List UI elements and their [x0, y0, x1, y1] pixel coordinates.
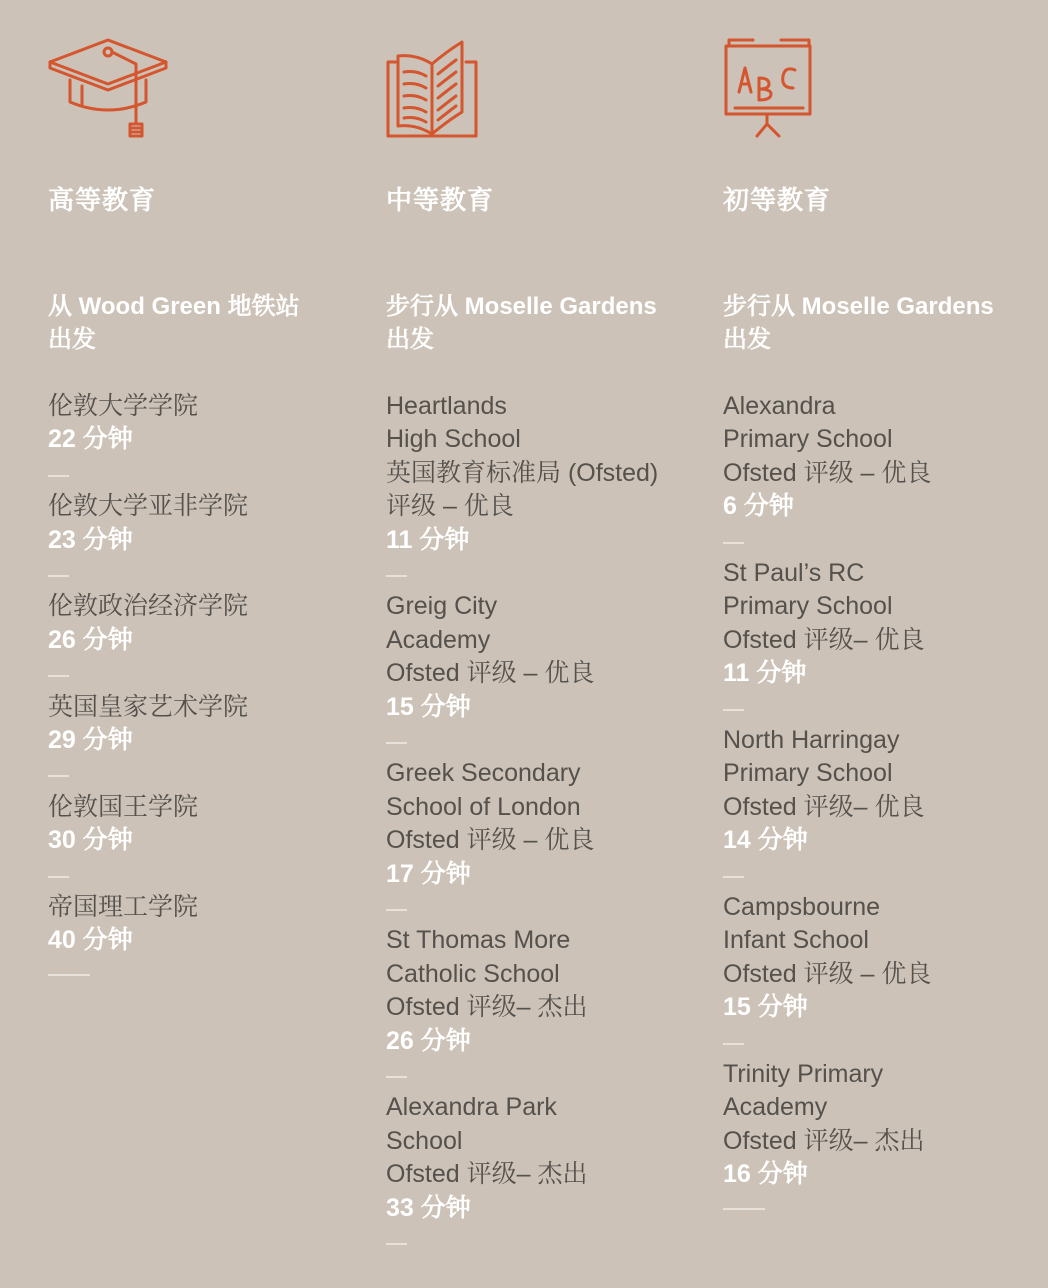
- school-name: Greek Secondary: [386, 759, 581, 788]
- divider: [386, 1058, 658, 1091]
- travel-time: 40 分钟: [48, 926, 133, 955]
- subheading-line: 从 Wood Green 地铁站: [48, 293, 300, 320]
- travel-time: 11 分钟: [723, 659, 807, 688]
- school-name: Primary School: [723, 592, 893, 621]
- travel-time: 22 分钟: [48, 425, 133, 454]
- list-item: [723, 557, 931, 691]
- rating: Ofsted 评级– 杰出: [386, 1160, 588, 1189]
- school-name: 伦敦大学学院: [48, 392, 199, 420]
- divider: [48, 858, 248, 891]
- rating-value: 评级 – 优良: [386, 492, 514, 521]
- graduation-cap-icon: [48, 38, 168, 143]
- divider: [723, 691, 931, 724]
- school-name: Catholic School: [386, 959, 560, 988]
- school-list: [48, 390, 248, 991]
- travel-time: 33 分钟: [386, 1193, 471, 1222]
- list-item: [386, 924, 658, 1058]
- list-item: [386, 1091, 658, 1225]
- list-item: [723, 1058, 931, 1192]
- rating: Ofsted 评级– 杰出: [723, 1126, 925, 1155]
- school-name: Primary School: [723, 425, 893, 454]
- list-item: [386, 590, 658, 724]
- rating: Ofsted 评级 – 优良: [723, 959, 932, 988]
- travel-time: 26 分钟: [48, 625, 133, 654]
- column-heading: 高等教育: [48, 185, 157, 215]
- column-heading: 初等教育: [723, 185, 832, 215]
- open-book-icon: [386, 38, 478, 143]
- subheading-line: 出发: [386, 326, 434, 353]
- travel-time: 6 分钟: [723, 492, 794, 521]
- list-item: [48, 490, 248, 557]
- column-subheading: [723, 290, 994, 356]
- school-name: Campsbourne: [723, 893, 881, 922]
- list-item: [48, 691, 248, 758]
- rating: Ofsted 评级 – 优良: [386, 659, 595, 688]
- school-name: Infant School: [723, 926, 869, 955]
- subheading-line: 出发: [723, 326, 771, 353]
- column-subheading: [386, 290, 657, 356]
- divider: [48, 557, 248, 590]
- divider: [48, 457, 248, 490]
- list-item: [723, 724, 931, 858]
- school-name: School of London: [386, 792, 581, 821]
- list-item: [723, 390, 931, 524]
- travel-time: 11 分钟: [386, 525, 470, 554]
- school-name: Alexandra Park: [386, 1093, 557, 1122]
- list-item: [48, 590, 248, 657]
- rating: Ofsted 评级 – 优良: [386, 826, 595, 855]
- travel-time: 29 分钟: [48, 726, 133, 755]
- school-name: 伦敦大学亚非学院: [48, 492, 249, 521]
- end-divider: [723, 1192, 931, 1225]
- abc-easel-icon: [723, 38, 815, 145]
- list-item: [48, 891, 248, 958]
- school-list: [723, 390, 931, 1225]
- school-name: 帝国理工学院: [48, 893, 199, 922]
- column-heading: 中等教育: [386, 185, 495, 215]
- school-name: Greig City: [386, 592, 498, 621]
- subheading-line: 出发: [48, 326, 96, 353]
- divider: [48, 757, 248, 790]
- list-item: [386, 757, 658, 891]
- list-item: [386, 390, 658, 557]
- divider: [48, 657, 248, 690]
- school-name: St Thomas More: [386, 926, 571, 955]
- divider: [386, 557, 658, 590]
- school-name: Academy: [723, 1093, 828, 1122]
- column-subheading: [48, 290, 300, 356]
- list-item: [723, 891, 931, 1025]
- travel-time: 23 分钟: [48, 525, 133, 554]
- school-name: Trinity Primary: [723, 1060, 884, 1089]
- travel-time: 15 分钟: [723, 993, 808, 1022]
- subheading-line: 步行从 Moselle Gardens: [723, 293, 994, 320]
- school-name: St Paul’s RC: [723, 559, 865, 588]
- travel-time: 17 分钟: [386, 859, 471, 888]
- school-name: North Harringay: [723, 726, 900, 755]
- divider: [386, 724, 658, 757]
- school-name: High School: [386, 425, 521, 454]
- travel-time: 26 分钟: [386, 1026, 471, 1055]
- divider: [723, 1025, 931, 1058]
- school-name: 英国皇家艺术学院: [48, 692, 249, 721]
- school-name: Heartlands: [386, 392, 507, 420]
- school-list: [386, 390, 658, 1258]
- divider: [386, 891, 658, 924]
- end-divider: [48, 958, 248, 991]
- rating-label: 英国教育标准局 (Ofsted): [386, 458, 659, 487]
- travel-time: 16 分钟: [723, 1160, 808, 1189]
- rating: Ofsted 评级– 优良: [723, 792, 925, 821]
- travel-time: 14 分钟: [723, 826, 808, 855]
- divider: [723, 858, 931, 891]
- rating: Ofsted 评级 – 优良: [723, 458, 932, 487]
- list-item: [48, 390, 248, 457]
- school-name: Academy: [386, 625, 491, 654]
- travel-time: 15 分钟: [386, 692, 471, 721]
- school-name: Primary School: [723, 759, 893, 788]
- school-name: 伦敦政治经济学院: [48, 592, 249, 621]
- school-name: Alexandra: [723, 392, 836, 420]
- list-item: [48, 791, 248, 858]
- rating: Ofsted 评级– 优良: [723, 625, 925, 654]
- subheading-line: 步行从 Moselle Gardens: [386, 293, 657, 320]
- school-name: School: [386, 1126, 463, 1155]
- travel-time: 30 分钟: [48, 826, 133, 855]
- divider: [386, 1225, 658, 1258]
- school-name: 伦敦国王学院: [48, 792, 199, 821]
- rating: Ofsted 评级– 杰出: [386, 993, 588, 1022]
- divider: [723, 524, 931, 557]
